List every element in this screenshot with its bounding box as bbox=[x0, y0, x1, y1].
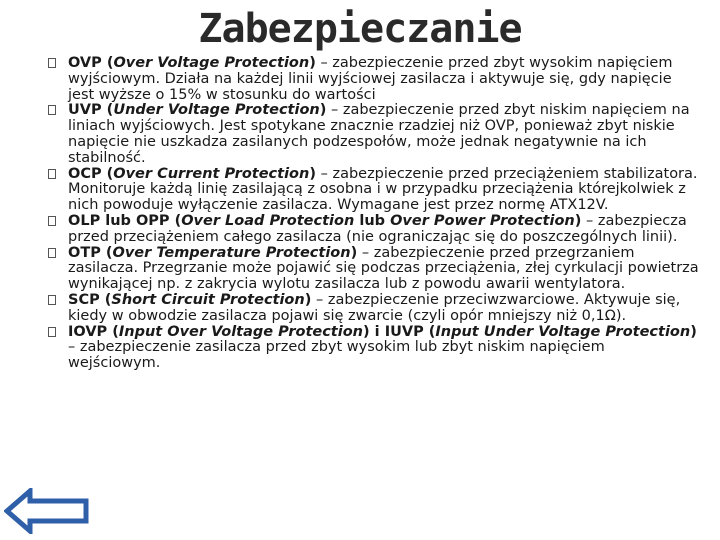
description-text: – zabezpieczenie zasilacza przed zbyt wysokim lub zbyt niskim napięciem wejściowym. bbox=[68, 339, 605, 372]
term-expansion: Over Load Protection bbox=[181, 212, 355, 229]
term-text: ) bbox=[309, 55, 316, 71]
term-text: IOVP ( bbox=[68, 323, 119, 340]
description-text: – zabezpieczenie przed przeciążeniem stabilizatora. Monitoruje każdą linię zasilającą z osobna i w przypadku przeciążenia którejkolwiek z nich powoduje wyłączenie zasilacza. Wymagane jest przez normę ATX12V. bbox=[68, 165, 698, 214]
term-text: OLP lub OPP ( bbox=[68, 212, 182, 229]
list-item bbox=[48, 293, 700, 325]
term-text: SCP ( bbox=[68, 291, 112, 308]
description-text: – zabezpieczenie przeciwzwarciowe. Aktywuje się, kiedy w obwodzie zasilacza pojawi się zwarcie (czyli opór mniejszy niż 0,1Ω). bbox=[68, 291, 681, 324]
description-text: – zabezpiecza przed przeciążeniem całego zasilacza (nie ograniczając się do poszczególnych linii). bbox=[68, 212, 687, 245]
list-item bbox=[48, 246, 700, 293]
term-text: ) bbox=[309, 165, 316, 182]
term-expansion: Over Temperature Protection bbox=[112, 244, 351, 261]
term-text: ) i IUVP ( bbox=[363, 323, 436, 340]
term-text: OVP ( bbox=[68, 55, 114, 71]
list-item bbox=[48, 214, 700, 246]
list-item bbox=[48, 325, 700, 372]
description-text: – zabezpieczenie przed zbyt niskim napięciem na liniach wyjściowych. Jest spotykane znacznie rzadziej niż OVP, ponieważ zbyt niskie napięcie nie uszkadza zasilanych podzespołów, może jednak negatywnie na ich stabilność. bbox=[68, 102, 690, 166]
term-expansion: Under Voltage Protection bbox=[113, 102, 320, 119]
term-text: ) bbox=[574, 212, 582, 229]
term-expansion: Input Under Voltage Protection bbox=[435, 323, 691, 340]
term-expansion: Over Voltage Protection bbox=[113, 55, 310, 71]
term-expansion: Short Circuit Protection bbox=[111, 291, 305, 308]
term-text: UVP ( bbox=[68, 102, 114, 119]
list-item bbox=[48, 103, 700, 166]
term-text: ) bbox=[350, 244, 358, 261]
bullet-icon bbox=[48, 216, 56, 226]
term-text: lub bbox=[354, 212, 391, 229]
bullet-icon bbox=[48, 105, 56, 115]
list-item bbox=[48, 56, 700, 103]
protection-list bbox=[48, 56, 700, 372]
term-text: OTP ( bbox=[68, 244, 113, 261]
list-item bbox=[48, 167, 700, 214]
bullet-icon bbox=[48, 169, 56, 179]
term-text: OCP ( bbox=[68, 165, 114, 182]
term-expansion: Over Current Protection bbox=[113, 165, 310, 182]
term-text: ) bbox=[304, 291, 312, 308]
back-arrow-icon[interactable] bbox=[4, 488, 90, 534]
bullet-icon bbox=[48, 295, 56, 305]
bullet-icon bbox=[48, 327, 56, 337]
term-text: ) bbox=[319, 102, 327, 119]
page-title: Zabezpieczanie bbox=[198, 6, 522, 52]
term-expansion: Input Over Voltage Protection bbox=[118, 323, 363, 340]
bullet-icon bbox=[48, 58, 56, 68]
term-text: ) bbox=[690, 323, 697, 340]
description-text: – zabezpieczenie przed zbyt wysokim napięciem wyjściowym. Działa na każdej linii wyjściowej zasilacza i aktywuje się, gdy napięcie jest wyższe o 15% w stosunku do wartości bbox=[68, 55, 673, 103]
description-text: – zabezpieczenie przed przegrzaniem zasilacza. Przegrzanie może pojawić się podczas przeciążenia, złej cyrkulacji powietrza wynikającej np. z zakrycia wylotu zasilacza lub z powodu awarii wentylatora. bbox=[68, 244, 699, 293]
term-expansion: Over Power Protection bbox=[390, 212, 575, 229]
bullet-icon bbox=[48, 248, 56, 258]
